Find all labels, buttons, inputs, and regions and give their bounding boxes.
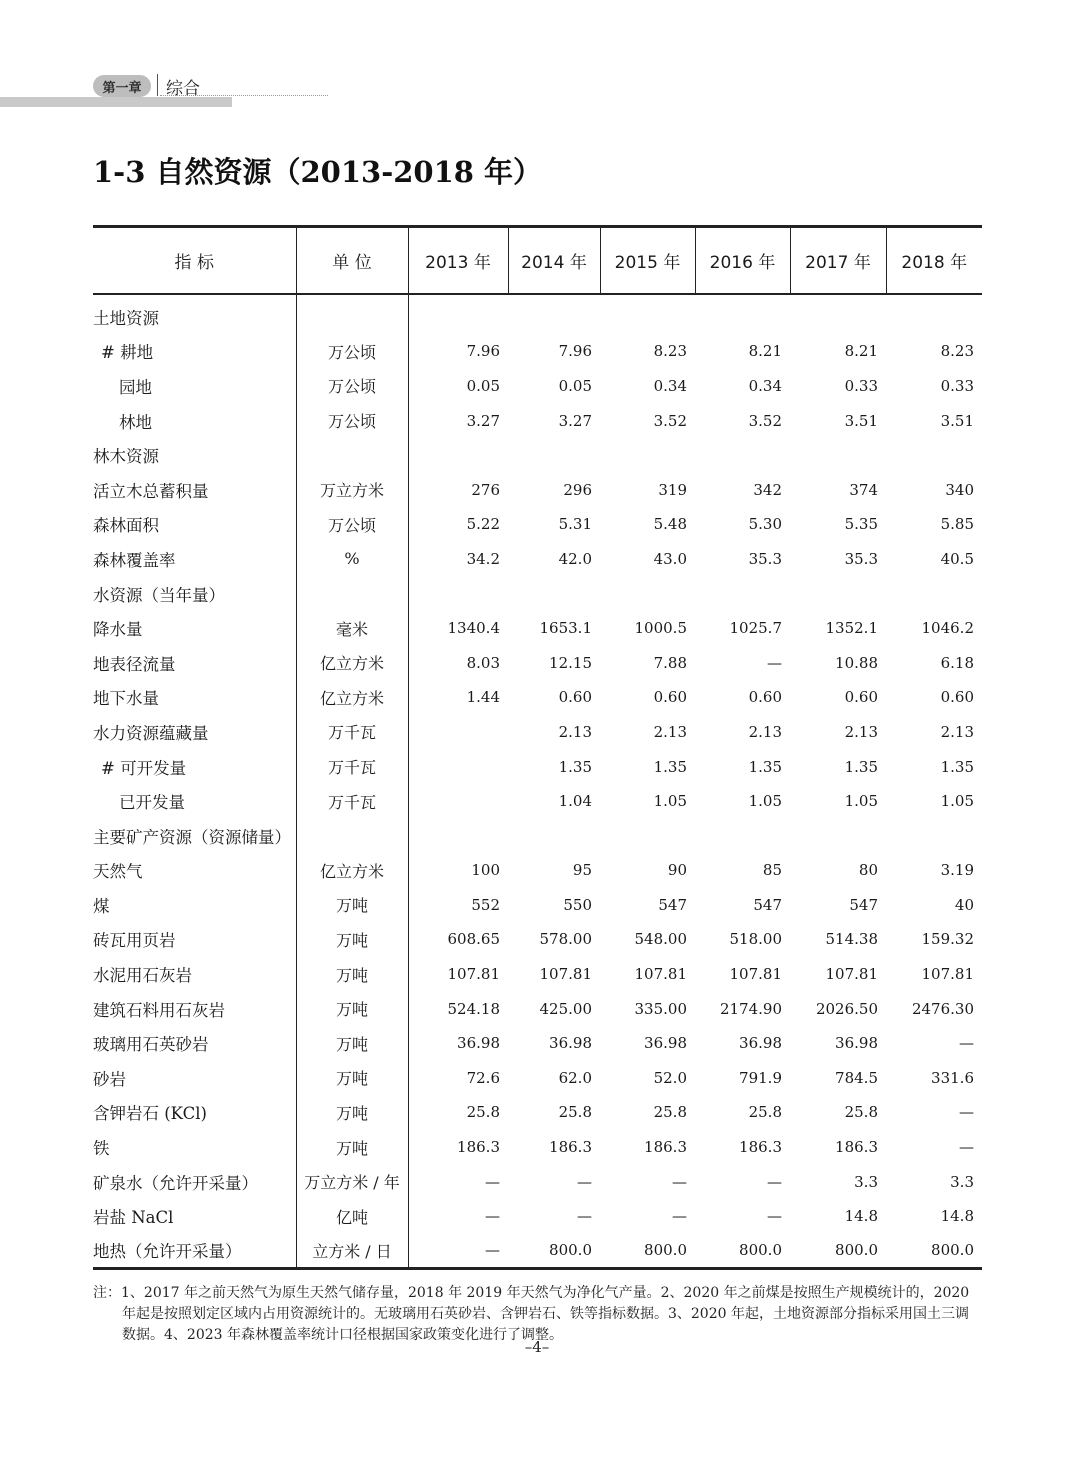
indicator-cell: 天然气: [93, 862, 143, 882]
value-cell: 107.81: [634, 965, 687, 984]
value-cell: [508, 438, 600, 473]
table-row: [93, 369, 982, 404]
unit-cell: 万公顷: [296, 334, 408, 369]
value-cell: 1.35: [748, 757, 782, 776]
unit-cell: 万立方米: [296, 472, 408, 507]
value-cell: 107.81: [825, 965, 878, 984]
value-cell: 1.05: [653, 792, 687, 811]
value-cell: 3.3: [854, 1172, 878, 1191]
unit-cell: 亿吨: [296, 1199, 408, 1234]
indicator-cell: 砖瓦用页岩: [93, 931, 176, 951]
unit-cell: [296, 576, 408, 611]
value-cell: [600, 818, 695, 853]
value-cell: 2.13: [748, 722, 782, 741]
unit-cell: 万吨: [296, 991, 408, 1026]
indicator-cell: 森林面积: [93, 516, 159, 536]
value-cell: 2174.90: [719, 999, 782, 1018]
value-cell: 0.60: [558, 688, 592, 707]
column-header-2016: 2016 年: [695, 227, 790, 294]
value-cell: 8.21: [748, 342, 782, 361]
table-row: [93, 472, 982, 507]
value-cell: 36.98: [739, 1034, 782, 1053]
value-cell: —: [959, 1138, 974, 1157]
table-row: [93, 853, 982, 888]
value-cell: 800.0: [508, 1234, 600, 1269]
indicator-cell: 煤: [93, 896, 110, 916]
value-cell: 2476.30: [911, 999, 974, 1018]
value-cell: 1.05: [748, 792, 782, 811]
column-header-2013: 2013 年: [408, 227, 508, 294]
value-cell: 40: [954, 895, 974, 914]
table-row: [93, 922, 982, 957]
value-cell: —: [767, 653, 782, 672]
value-cell: [408, 715, 508, 750]
value-cell: 3.19: [940, 861, 974, 880]
value-cell: 524.18: [447, 999, 500, 1018]
value-cell: 0.05: [558, 376, 592, 395]
value-cell: 14.8: [940, 1207, 974, 1226]
value-cell: 1.35: [940, 757, 974, 776]
value-cell: 107.81: [921, 965, 974, 984]
value-cell: [508, 300, 600, 335]
value-cell: [408, 784, 508, 819]
value-cell: 14.8: [844, 1207, 878, 1226]
value-cell: 36.98: [644, 1034, 687, 1053]
page-number: –4–: [524, 1338, 550, 1356]
value-cell: 791.9: [739, 1068, 782, 1087]
value-cell: 548.00: [634, 930, 687, 949]
value-cell: [695, 576, 790, 611]
value-cell: 40.5: [940, 549, 974, 568]
column-header-2015: 2015 年: [600, 227, 695, 294]
value-cell: 186.3: [835, 1138, 878, 1157]
column-header-2017: 2017 年: [790, 227, 886, 294]
value-cell: [600, 300, 695, 335]
unit-cell: 立方米 / 日: [296, 1234, 408, 1269]
category-row: [93, 818, 982, 853]
value-cell: 1.35: [558, 757, 592, 776]
value-cell: 42.0: [558, 549, 592, 568]
unit-cell: 万吨: [296, 1130, 408, 1165]
value-cell: 331.6: [931, 1068, 974, 1087]
value-cell: 1.05: [844, 792, 878, 811]
value-cell: [408, 818, 508, 853]
value-cell: 0.34: [653, 376, 687, 395]
indicator-cell: 建筑石料用石灰岩: [93, 1000, 225, 1020]
value-cell: 0.60: [748, 688, 782, 707]
value-cell: 62.0: [558, 1068, 592, 1087]
value-cell: 36.98: [549, 1034, 592, 1053]
value-cell: 552: [471, 895, 500, 914]
table-row: [93, 888, 982, 923]
value-cell: —: [485, 1172, 500, 1191]
unit-cell: [296, 438, 408, 473]
value-cell: 342: [753, 480, 782, 499]
unit-cell: [296, 300, 408, 335]
table-header-row: [93, 227, 982, 294]
indicator-cell: 铁: [93, 1139, 110, 1159]
value-cell: 3.51: [844, 411, 878, 430]
value-cell: [508, 576, 600, 611]
value-cell: —: [959, 1103, 974, 1122]
indicator-cell: 活立木总蓄积量: [93, 481, 209, 501]
table-row: [93, 1164, 982, 1199]
value-cell: [790, 300, 886, 335]
value-cell: 2.13: [940, 722, 974, 741]
value-cell: [886, 438, 982, 473]
value-cell: 547: [849, 895, 878, 914]
value-cell: 608.65: [447, 930, 500, 949]
value-cell: 2.13: [653, 722, 687, 741]
table-row: [93, 1234, 982, 1269]
value-cell: 1653.1: [539, 619, 592, 638]
unit-cell: 万千瓦: [296, 784, 408, 819]
value-cell: 52.0: [653, 1068, 687, 1087]
indicator-cell: 地下水量: [93, 689, 159, 709]
unit-cell: %: [296, 542, 408, 577]
value-cell: —: [672, 1172, 687, 1191]
indicator-cell: # 可开发量: [101, 758, 187, 778]
indicator-cell: 水资源（当年量）: [93, 585, 225, 605]
value-cell: 800.0: [695, 1234, 790, 1269]
value-cell: 8.03: [466, 653, 500, 672]
value-cell: 186.3: [549, 1138, 592, 1157]
indicator-cell: 已开发量: [119, 793, 185, 813]
value-cell: —: [485, 1207, 500, 1226]
value-cell: 547: [658, 895, 687, 914]
column-header-2014: 2014 年: [508, 227, 600, 294]
value-cell: 3.27: [558, 411, 592, 430]
indicator-cell: 森林覆盖率: [93, 550, 176, 570]
value-cell: 10.88: [835, 653, 878, 672]
value-cell: 34.2: [466, 549, 500, 568]
value-cell: [408, 576, 508, 611]
value-cell: 335.00: [634, 999, 687, 1018]
indicator-cell: 地热（允许开采量）: [93, 1234, 296, 1269]
table-body: [93, 294, 982, 1269]
value-cell: 3.27: [466, 411, 500, 430]
natural-resources-table: [93, 225, 982, 1270]
value-cell: 5.48: [653, 515, 687, 534]
value-cell: 425.00: [539, 999, 592, 1018]
value-cell: 186.3: [644, 1138, 687, 1157]
chapter-name: 综合: [166, 79, 200, 99]
table-row: [93, 715, 982, 750]
indicator-cell: 水泥用石灰岩: [93, 966, 192, 986]
value-cell: [695, 438, 790, 473]
unit-cell: 万千瓦: [296, 715, 408, 750]
value-cell: 518.00: [729, 930, 782, 949]
value-cell: 3.3: [950, 1172, 974, 1191]
value-cell: 1.04: [558, 792, 592, 811]
value-cell: 12.15: [549, 653, 592, 672]
value-cell: 2.13: [558, 722, 592, 741]
value-cell: 25.8: [653, 1103, 687, 1122]
unit-cell: 万吨: [296, 957, 408, 992]
value-cell: 95: [572, 861, 592, 880]
value-cell: 43.0: [653, 549, 687, 568]
value-cell: [695, 300, 790, 335]
value-cell: [886, 576, 982, 611]
value-cell: [408, 300, 508, 335]
value-cell: 340: [945, 480, 974, 499]
value-cell: —: [577, 1207, 592, 1226]
table-row: [93, 334, 982, 369]
value-cell: [508, 818, 600, 853]
value-cell: 3.52: [748, 411, 782, 430]
value-cell: [790, 576, 886, 611]
indicator-cell: 主要矿产资源（资源储量）: [93, 827, 291, 847]
value-cell: 85: [762, 861, 782, 880]
value-cell: 90: [667, 861, 687, 880]
table-row: [93, 784, 982, 819]
value-cell: 35.3: [748, 549, 782, 568]
unit-cell: 万吨: [296, 922, 408, 957]
unit-cell: 万公顷: [296, 369, 408, 404]
table-row: [93, 991, 982, 1026]
value-cell: 550: [563, 895, 592, 914]
value-cell: —: [577, 1172, 592, 1191]
value-cell: 25.8: [844, 1103, 878, 1122]
value-cell: 100: [471, 861, 500, 880]
value-cell: 80: [858, 861, 878, 880]
footnote: 注：1、2017 年之前天然气为原生天然气储存量，2018 年 2019 年天然气为净化气产量。2、2020 年之前煤是按照生产规模统计的，2020 年起是按照划定区域内占用资源统计的。无玻璃用石英砂岩、含钾岩石、铁等指标数据。3、2020 年起，土地资源部分指标采用国土三调数据。4、2023 年森林覆盖率统计口径根据国家政策变化进行了调整。: [93, 1285, 970, 1343]
value-cell: 296: [563, 480, 592, 499]
indicator-cell: 含钾岩石 (KCl): [93, 1104, 207, 1124]
value-cell: 35.3: [844, 549, 878, 568]
unit-cell: 亿立方米: [296, 853, 408, 888]
value-cell: 25.8: [558, 1103, 592, 1122]
value-cell: 159.32: [921, 930, 974, 949]
value-cell: [886, 818, 982, 853]
value-cell: 514.38: [825, 930, 878, 949]
column-header-indicator: 指 标: [93, 227, 296, 294]
page-title: 1-3 自然资源（2013-2018 年）: [93, 155, 543, 189]
value-cell: 7.88: [653, 653, 687, 672]
value-cell: 5.22: [466, 515, 500, 534]
table-row: [93, 1130, 982, 1165]
value-cell: [408, 749, 508, 784]
unit-cell: 亿立方米: [296, 645, 408, 680]
value-cell: [790, 438, 886, 473]
value-cell: 784.5: [835, 1068, 878, 1087]
table-row: [93, 542, 982, 577]
value-cell: 0.60: [940, 688, 974, 707]
indicator-cell: 玻璃用石英砂岩: [93, 1035, 209, 1055]
table-row: [93, 1199, 982, 1234]
value-cell: 319: [658, 480, 687, 499]
unit-cell: 亿立方米: [296, 680, 408, 715]
value-cell: 5.30: [748, 515, 782, 534]
value-cell: 5.85: [940, 515, 974, 534]
table-row: [93, 957, 982, 992]
indicator-cell: 地表径流量: [93, 654, 176, 674]
value-cell: 1046.2: [921, 619, 974, 638]
value-cell: 1.35: [653, 757, 687, 776]
header-separator: [157, 74, 158, 96]
value-cell: 36.98: [457, 1034, 500, 1053]
indicator-cell: 水力资源蕴藏量: [93, 723, 209, 743]
value-cell: 2026.50: [815, 999, 878, 1018]
value-cell: 1.44: [466, 688, 500, 707]
value-cell: 5.35: [844, 515, 878, 534]
value-cell: 1352.1: [825, 619, 878, 638]
indicator-cell: 降水量: [93, 620, 143, 640]
value-cell: 0.33: [844, 376, 878, 395]
value-cell: 3.51: [940, 411, 974, 430]
value-cell: 578.00: [539, 930, 592, 949]
value-cell: [790, 818, 886, 853]
unit-cell: 万吨: [296, 1095, 408, 1130]
value-cell: 0.05: [466, 376, 500, 395]
value-cell: 7.96: [558, 342, 592, 361]
value-cell: 0.34: [748, 376, 782, 395]
unit-cell: 万公顷: [296, 403, 408, 438]
value-cell: [408, 438, 508, 473]
chapter-badge: 第一章: [93, 75, 151, 97]
value-cell: 1.05: [940, 792, 974, 811]
table-row: [93, 1061, 982, 1096]
resources-table-wrapper: [93, 225, 982, 1270]
table-row: [93, 403, 982, 438]
value-cell: —: [408, 1234, 508, 1269]
category-row: [93, 438, 982, 473]
value-cell: 36.98: [835, 1034, 878, 1053]
table-row: [93, 749, 982, 784]
value-cell: 25.8: [466, 1103, 500, 1122]
unit-cell: 万吨: [296, 1026, 408, 1061]
value-cell: 8.23: [940, 342, 974, 361]
value-cell: 6.18: [940, 653, 974, 672]
value-cell: 0.60: [653, 688, 687, 707]
unit-cell: [296, 818, 408, 853]
value-cell: 3.52: [653, 411, 687, 430]
table-row: [93, 507, 982, 542]
indicator-cell: 土地资源: [93, 308, 159, 328]
indicator-cell: 林木资源: [93, 447, 159, 467]
value-cell: 8.21: [844, 342, 878, 361]
table-row: [93, 1026, 982, 1061]
unit-cell: 万千瓦: [296, 749, 408, 784]
table-row: [93, 1095, 982, 1130]
value-cell: —: [959, 1034, 974, 1053]
value-cell: —: [767, 1207, 782, 1226]
indicator-cell: 岩盐 NaCl: [93, 1208, 174, 1228]
table-row: [93, 680, 982, 715]
category-row: [93, 576, 982, 611]
value-cell: —: [767, 1172, 782, 1191]
value-cell: [600, 438, 695, 473]
value-cell: [600, 576, 695, 611]
value-cell: 1.35: [844, 757, 878, 776]
value-cell: 800.0: [600, 1234, 695, 1269]
unit-cell: 万公顷: [296, 507, 408, 542]
value-cell: 374: [849, 480, 878, 499]
unit-cell: 毫米: [296, 611, 408, 646]
indicator-cell: 林地: [119, 412, 152, 432]
value-cell: 72.6: [466, 1068, 500, 1087]
value-cell: 2.13: [844, 722, 878, 741]
value-cell: 0.33: [940, 376, 974, 395]
indicator-cell: 园地: [119, 377, 152, 397]
unit-cell: 万立方米 / 年: [296, 1164, 408, 1199]
value-cell: 107.81: [539, 965, 592, 984]
value-cell: 1025.7: [729, 619, 782, 638]
value-cell: [886, 300, 982, 335]
value-cell: 1000.5: [634, 619, 687, 638]
unit-cell: 万吨: [296, 1061, 408, 1096]
value-cell: 25.8: [748, 1103, 782, 1122]
column-header-unit: 单 位: [296, 227, 408, 294]
table-row: [93, 611, 982, 646]
unit-cell: 万吨: [296, 888, 408, 923]
category-row: [93, 300, 982, 335]
value-cell: 107.81: [447, 965, 500, 984]
value-cell: 547: [753, 895, 782, 914]
value-cell: 1340.4: [447, 619, 500, 638]
value-cell: 5.31: [558, 515, 592, 534]
value-cell: 186.3: [457, 1138, 500, 1157]
value-cell: [695, 818, 790, 853]
value-cell: 7.96: [466, 342, 500, 361]
value-cell: 8.23: [653, 342, 687, 361]
value-cell: 800.0: [790, 1234, 886, 1269]
value-cell: 0.60: [844, 688, 878, 707]
indicator-cell: 矿泉水（允许开采量）: [93, 1173, 258, 1193]
indicator-cell: 砂岩: [93, 1069, 126, 1089]
indicator-cell: # 耕地: [101, 343, 154, 363]
value-cell: 800.0: [886, 1234, 982, 1269]
table-row: [93, 645, 982, 680]
value-cell: 186.3: [739, 1138, 782, 1157]
value-cell: —: [672, 1207, 687, 1226]
value-cell: 107.81: [729, 965, 782, 984]
value-cell: 276: [471, 480, 500, 499]
column-header-2018: 2018 年: [886, 227, 982, 294]
